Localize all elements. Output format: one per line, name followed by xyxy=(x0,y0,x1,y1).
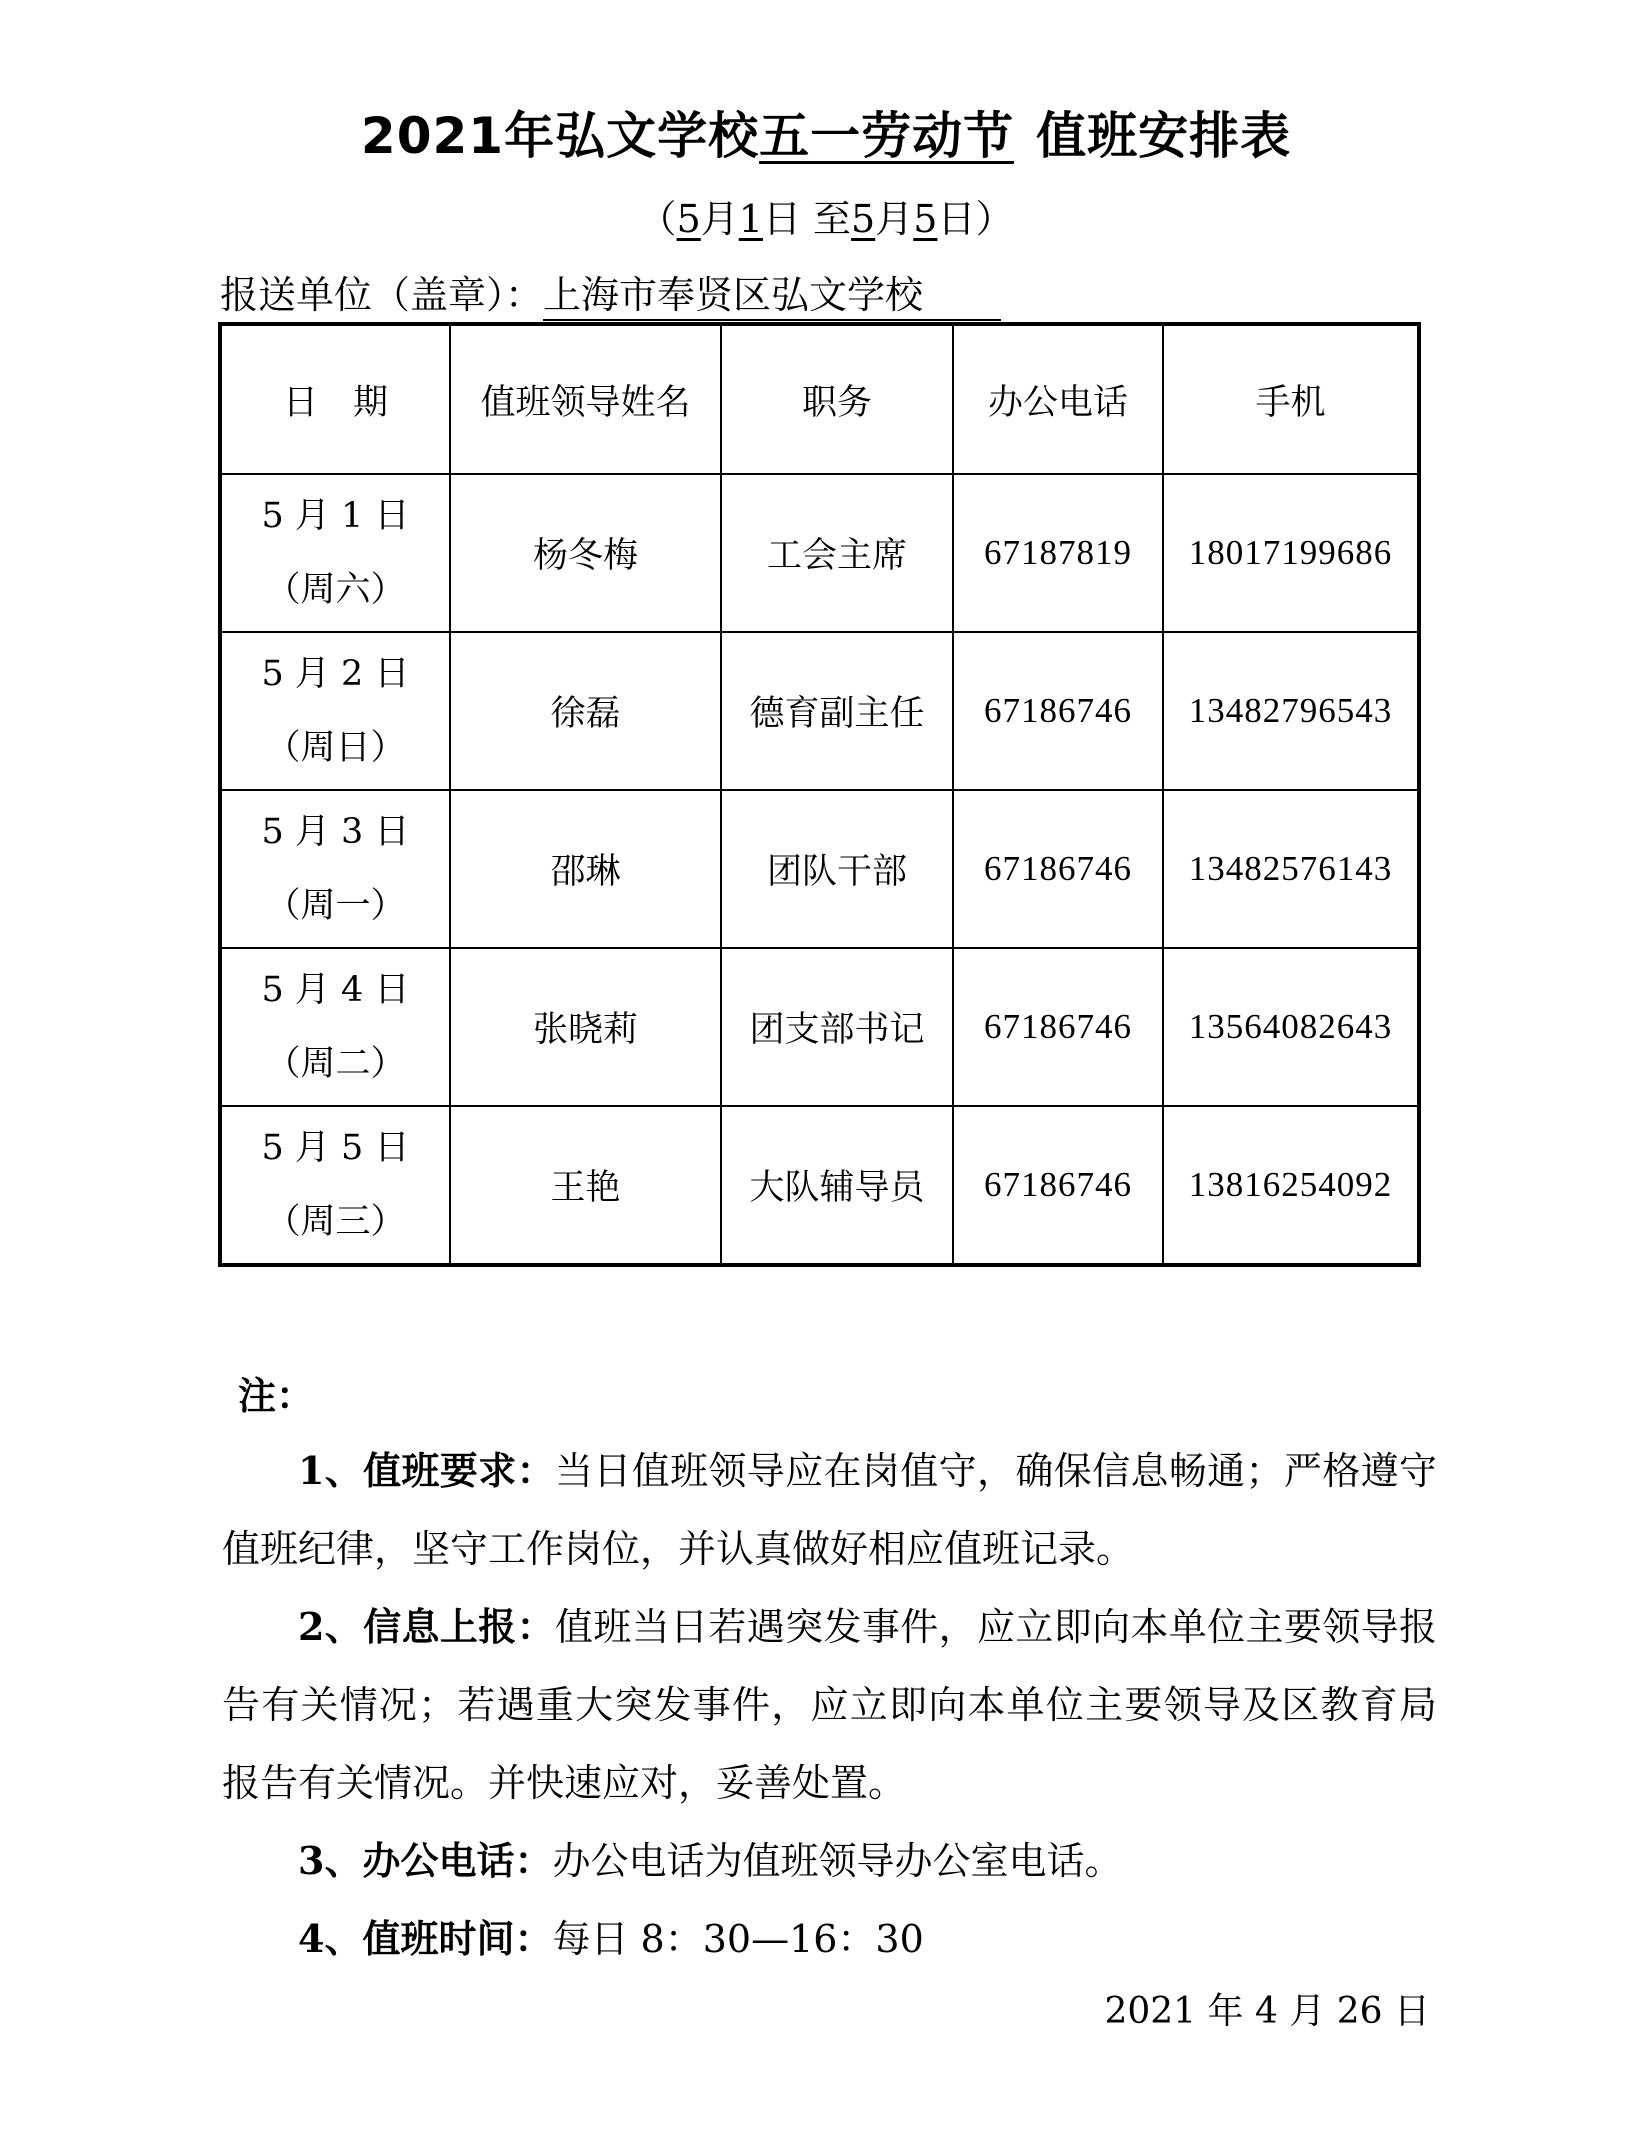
cell-mobile: 13482576143 xyxy=(1163,790,1419,948)
note-body: 办公电话为值班领导办公室电话。 xyxy=(552,1839,1123,1883)
period-end-month: 5 xyxy=(851,197,876,241)
date-text: 5 月 5 日 xyxy=(261,1128,410,1168)
header-office-phone: 办公电话 xyxy=(953,324,1163,474)
note-item xyxy=(222,1432,1437,1588)
cell-position: 团队干部 xyxy=(721,790,953,948)
cell-position: 团支部书记 xyxy=(721,948,953,1106)
unit-label: 报送单位（盖章）： xyxy=(220,273,544,317)
notes-title: 注： xyxy=(238,1373,315,1418)
cell-office-phone: 67186746 xyxy=(953,790,1163,948)
cell-mobile: 13564082643 xyxy=(1163,948,1419,1106)
cell-position: 工会主席 xyxy=(721,474,953,632)
weekday-text: （周日） xyxy=(265,728,406,768)
cell-date xyxy=(220,474,450,632)
header-position: 职务 xyxy=(721,324,953,474)
cell-mobile: 13816254092 xyxy=(1163,1106,1419,1265)
period-open: （ xyxy=(638,197,677,241)
date-text: 5 月 1 日 xyxy=(261,496,410,536)
cell-date xyxy=(220,632,450,790)
period-text-month-2: 月 xyxy=(875,197,914,241)
title-suffix: 值班安排表 xyxy=(1036,107,1292,165)
unit-value: 上海市奉贤区弘文学校 xyxy=(543,271,1001,321)
cell-office-phone: 67186746 xyxy=(953,632,1163,790)
duty-period xyxy=(0,188,1652,243)
cell-leader-name: 徐磊 xyxy=(450,632,721,790)
note-heading: 4、值班时间： xyxy=(298,1916,553,1961)
duty-table xyxy=(218,322,1421,1267)
cell-position: 大队辅导员 xyxy=(721,1106,953,1265)
note-body: 每日 8：30—16：30 xyxy=(552,1917,924,1961)
table-row xyxy=(220,948,1419,1106)
note-body: 值班当日若遇突发事件，应立即向本单位主要领导报告有关情况；若遇重大突发事件，应立即向本单位主要领导及区教育局报告有关情况。并快速应对，妥善处置。 xyxy=(222,1605,1437,1805)
header-leader-name: 值班领导姓名 xyxy=(450,324,721,474)
cell-leader-name: 邵琳 xyxy=(450,790,721,948)
cell-office-phone: 67186746 xyxy=(953,948,1163,1106)
period-close: 日） xyxy=(937,197,1014,241)
note-body: 当日值班领导应在岗值守，确保信息畅通；严格遵守值班纪律，坚守工作岗位，并认真做好相应值班记录。 xyxy=(222,1449,1437,1571)
title-prefix: 2021年弘文学校 xyxy=(360,107,760,165)
table-header-row xyxy=(220,324,1419,474)
cell-leader-name: 杨冬梅 xyxy=(450,474,721,632)
notes-list xyxy=(222,1432,1437,1978)
title-holiday: 五一劳动节 xyxy=(759,107,1015,165)
cell-office-phone: 67187819 xyxy=(953,474,1163,632)
cell-date xyxy=(220,790,450,948)
period-text-to: 日 至 xyxy=(762,197,852,241)
date-text: 5 月 3 日 xyxy=(261,812,410,852)
cell-leader-name: 王艳 xyxy=(450,1106,721,1265)
weekday-text: （周三） xyxy=(265,1202,406,1242)
cell-date xyxy=(220,1106,450,1265)
weekday-text: （周二） xyxy=(265,1044,406,1084)
note-item xyxy=(222,1588,1437,1822)
reporting-unit xyxy=(220,264,1001,321)
cell-position: 德育副主任 xyxy=(721,632,953,790)
issue-date: 2021 年 4 月 26 日 xyxy=(1104,1991,1430,2032)
document-title xyxy=(0,96,1652,168)
note-heading: 1、值班要求： xyxy=(298,1448,555,1493)
note-item xyxy=(222,1900,1437,1978)
note-heading: 3、办公电话： xyxy=(298,1838,553,1883)
table-row xyxy=(220,474,1419,632)
period-end-day: 5 xyxy=(913,197,938,241)
date-text: 5 月 2 日 xyxy=(261,654,410,694)
weekday-text: （周一） xyxy=(265,886,406,926)
cell-date xyxy=(220,948,450,1106)
table-row xyxy=(220,790,1419,948)
cell-mobile: 13482796543 xyxy=(1163,632,1419,790)
table-row xyxy=(220,632,1419,790)
period-start-month: 5 xyxy=(676,197,701,241)
table-row xyxy=(220,1106,1419,1265)
cell-mobile: 18017199686 xyxy=(1163,474,1419,632)
note-item xyxy=(222,1822,1437,1900)
cell-leader-name: 张晓莉 xyxy=(450,948,721,1106)
date-text: 5 月 4 日 xyxy=(261,970,410,1010)
cell-office-phone: 67186746 xyxy=(953,1106,1163,1265)
header-mobile: 手机 xyxy=(1163,324,1419,474)
note-heading: 2、信息上报： xyxy=(298,1604,555,1649)
period-text-month: 月 xyxy=(700,197,739,241)
weekday-text: （周六） xyxy=(265,570,406,610)
period-start-day: 1 xyxy=(738,197,763,241)
header-date: 日 期 xyxy=(220,324,450,474)
